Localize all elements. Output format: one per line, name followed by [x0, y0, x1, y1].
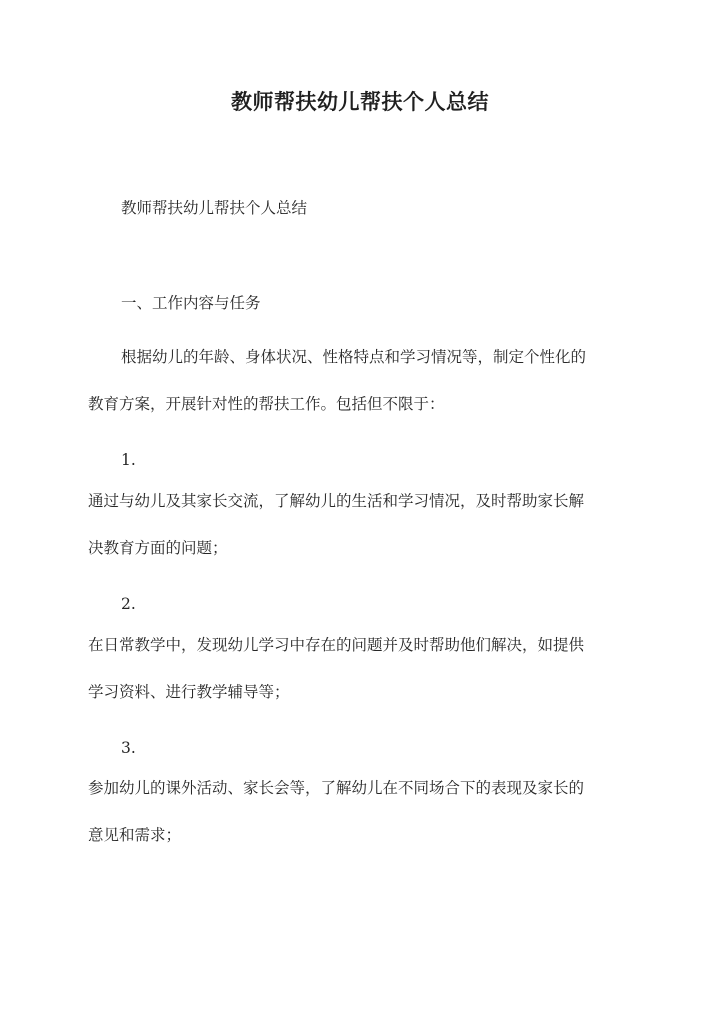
list-item-number: 3.: [121, 739, 136, 757]
intro-paragraph-line: 根据幼儿的年龄、身体状况、性格特点和学习情况等，制定个性化的: [121, 348, 587, 366]
document-title: 教师帮扶幼儿帮扶个人总结: [231, 89, 489, 114]
list-item-text-line: 决教育方面的问题；: [88, 539, 228, 557]
section-heading: 一、工作内容与任务: [121, 294, 261, 312]
list-item-number: 2.: [121, 595, 136, 613]
list-item-text-line: 参加幼儿的课外活动、家长会等，了解幼儿在不同场合下的表现及家长的: [88, 779, 585, 797]
list-item-text-line: 学习资料、进行教学辅导等；: [88, 683, 290, 701]
list-item-text-line: 意见和需求；: [88, 826, 182, 844]
list-item-number: 1.: [121, 451, 136, 469]
intro-paragraph-line: 教育方案，开展针对性的帮扶工作。包括但不限于：: [88, 395, 445, 413]
list-item-text-line: 通过与幼儿及其家长交流，了解幼儿的生活和学习情况，及时帮助家长解: [88, 492, 585, 510]
document-subtitle: 教师帮扶幼儿帮扶个人总结: [121, 199, 308, 217]
list-item-text-line: 在日常教学中，发现幼儿学习中存在的问题并及时帮助他们解决，如提供: [88, 636, 585, 654]
